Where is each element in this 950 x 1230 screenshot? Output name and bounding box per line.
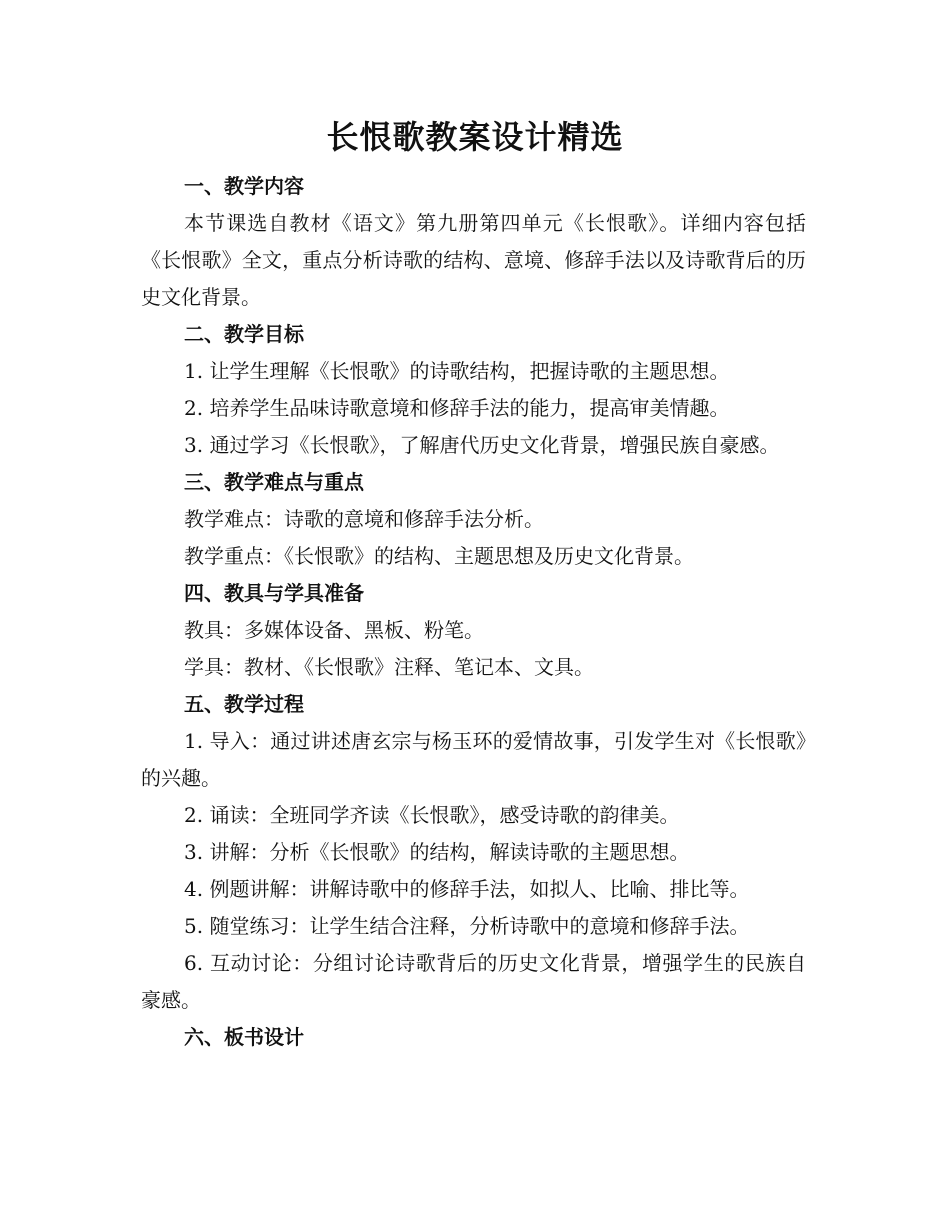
document-body: [141, 168, 806, 1056]
document-title: 长恨歌教案设计精选: [326, 118, 624, 156]
paragraph-difficulty: 教学难点：诗歌的意境和修辞手法分析。: [184, 507, 544, 531]
list-item-process-5: 5. 随堂练习：让学生结合注释，分析诗歌中的意境和修辞手法。: [184, 914, 750, 938]
list-item-goal-3: 3. 通过学习《长恨歌》，了解唐代历史文化背景，增强民族自豪感。: [184, 433, 780, 457]
list-item-process-2: 2. 诵读：全班同学齐读《长恨歌》，感受诗歌的韵律美。: [184, 803, 680, 827]
paragraph-teacher-tools: 教具：多媒体设备、黑板、粉笔。: [184, 618, 484, 642]
section-heading-tools: 四、教具与学具准备: [184, 581, 364, 605]
section-heading-teaching-goals: 二、教学目标: [184, 322, 304, 346]
list-item-process-4: 4. 例题讲解：讲解诗歌中的修辞手法，如拟人、比喻、排比等。: [184, 877, 750, 901]
section-heading-difficulty-focus: 三、教学难点与重点: [184, 470, 364, 494]
section-heading-board-design: 六、板书设计: [184, 1025, 304, 1049]
section-heading-teaching-process: 五、教学过程: [184, 692, 304, 716]
list-item-process-3: 3. 讲解：分析《长恨歌》的结构，解读诗歌的主题思想。: [184, 840, 690, 864]
list-item-goal-1: 1. 让学生理解《长恨歌》的诗歌结构，把握诗歌的主题思想。: [184, 359, 730, 383]
paragraph-teaching-content: 本节课选自教材《语文》第九册第四单元《长恨歌》。详细内容包括《长恨歌》全文，重点分析诗歌的结构、意境、修辞手法以及诗歌背后的历史文化背景。: [141, 211, 806, 309]
paragraph-student-tools: 学具：教材、《长恨歌》注释、笔记本、文具。: [184, 655, 594, 679]
list-item-process-6: 6. 互动讨论：分组讨论诗歌背后的历史文化背景，增强学生的民族自豪感。: [141, 951, 806, 1012]
section-heading-teaching-content: 一、教学内容: [184, 174, 304, 198]
list-item-goal-2: 2. 培养学生品味诗歌意境和修辞手法的能力，提高审美情趣。: [184, 396, 730, 420]
list-item-process-1: 1. 导入：通过讲述唐玄宗与杨玉环的爱情故事，引发学生对《长恨歌》的兴趣。: [141, 729, 806, 790]
paragraph-focus: 教学重点：《长恨歌》的结构、主题思想及历史文化背景。: [184, 544, 694, 568]
